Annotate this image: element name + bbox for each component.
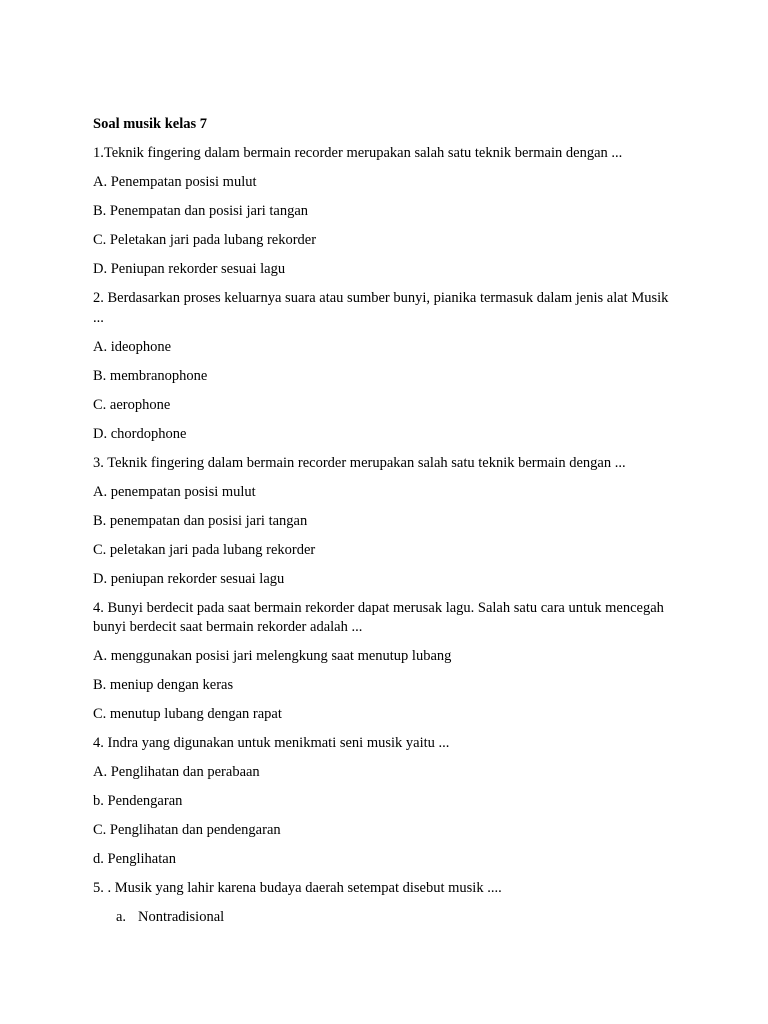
question-3: 3. Teknik fingering dalam bermain recorder merupakan salah satu teknik bermain dengan ... bbox=[93, 454, 626, 471]
list-marker: a. bbox=[116, 909, 127, 925]
question-4: 4. Bunyi berdecit pada saat bermain rekorder dapat merusak lagu. Salah satu cara untuk mencegah bunyi berdecit saat bermain rekorder adalah ... bbox=[93, 599, 664, 635]
option-4b-a: A. Penglihatan dan perabaan bbox=[93, 764, 260, 780]
list-item-text: Nontradisional bbox=[138, 909, 225, 925]
option-2d: D. chordophone bbox=[93, 425, 187, 442]
option-4b-d: d. Penglihatan bbox=[93, 851, 176, 867]
option-3c: C. peletakan jari pada lubang rekorder bbox=[93, 541, 316, 558]
option-4c: C. menutup lubang dengan rapat bbox=[93, 706, 282, 722]
option-1d: D. Peniupan rekorder sesuai lagu bbox=[93, 261, 286, 277]
option-2a: A. ideophone bbox=[93, 338, 172, 355]
option-1b: B. Penempatan dan posisi jari tangan bbox=[93, 203, 309, 219]
option-3d: D. peniupan rekorder sesuai lagu bbox=[93, 570, 285, 587]
question-1: 1.Teknik fingering dalam bermain recorder merupakan salah satu teknik bermain dengan ... bbox=[93, 145, 623, 161]
option-4b-c: C. Penglihatan dan pendengaran bbox=[93, 822, 281, 838]
question-4-second: 4. Indra yang digunakan untuk menikmati seni musik yaitu ... bbox=[93, 735, 450, 751]
document-title: Soal musik kelas 7 bbox=[93, 116, 208, 132]
question-2: 2. Berdasarkan proses keluarnya suara atau sumber bunyi, pianika termasuk dalam jenis alat Musik ... bbox=[93, 290, 669, 326]
option-2b: B. membranophone bbox=[93, 367, 208, 384]
option-4a: A. menggunakan posisi jari melengkung saat menutup lubang bbox=[93, 648, 452, 664]
option-4b: B. meniup dengan keras bbox=[93, 677, 234, 693]
option-1c: C. Peletakan jari pada lubang rekorder bbox=[93, 232, 317, 248]
option-5a bbox=[93, 908, 673, 927]
question-5: 5. . Musik yang lahir karena budaya daerah setempat disebut musik .... bbox=[93, 880, 502, 896]
document-body bbox=[93, 115, 673, 927]
option-3b: B. penempatan dan posisi jari tangan bbox=[93, 512, 308, 529]
option-1a: A. Penempatan posisi mulut bbox=[93, 174, 257, 190]
option-4b-b: b. Pendengaran bbox=[93, 793, 183, 809]
option-3a: A. penempatan posisi mulut bbox=[93, 483, 256, 500]
option-2c: C. aerophone bbox=[93, 396, 171, 413]
